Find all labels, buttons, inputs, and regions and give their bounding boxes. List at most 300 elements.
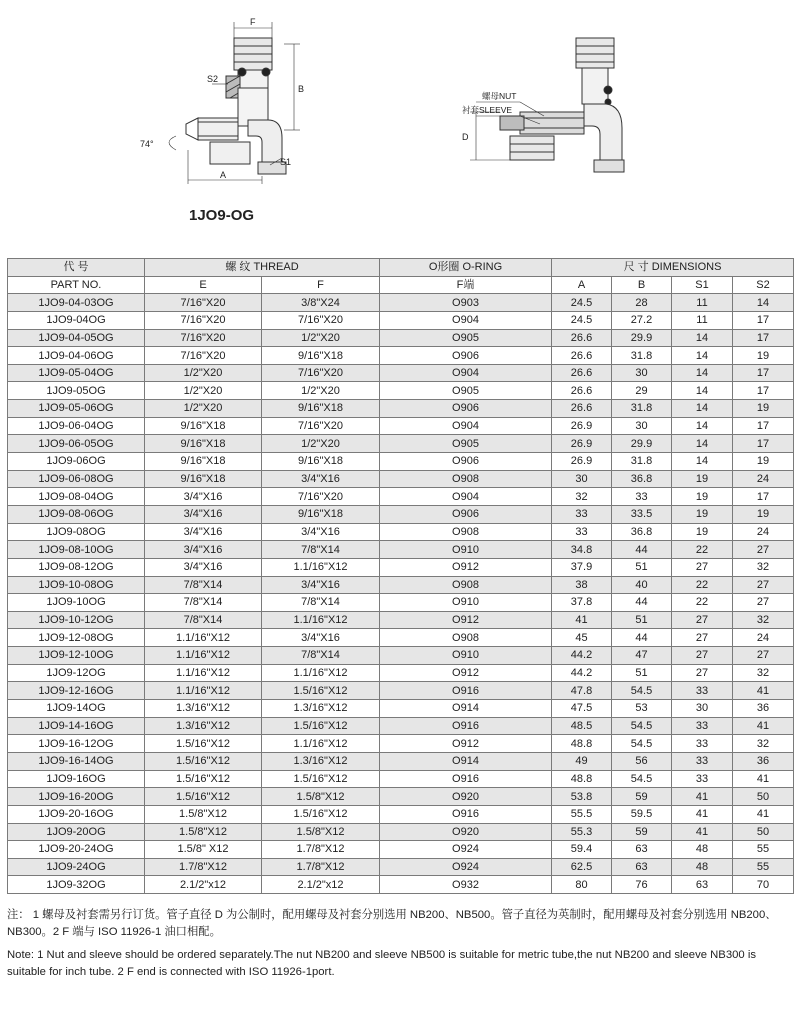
cell-part-no: 1JO9-10-12OG bbox=[8, 611, 145, 629]
cell-A: 26.9 bbox=[552, 417, 612, 435]
cell-B: 30 bbox=[612, 364, 672, 382]
cell-B: 44 bbox=[612, 629, 672, 647]
cell-S1: 41 bbox=[672, 823, 733, 841]
cell-part-no: 1JO9-08-06OG bbox=[8, 505, 145, 523]
cell-A: 26.9 bbox=[552, 453, 612, 471]
table-row bbox=[8, 364, 794, 382]
cell-S2: 41 bbox=[733, 717, 794, 735]
cell-B: 31.8 bbox=[612, 347, 672, 365]
cell-A: 37.8 bbox=[552, 594, 612, 612]
part-title: 1JO9-OG bbox=[189, 207, 255, 224]
cell-S2: 32 bbox=[733, 664, 794, 682]
cell-A: 44.2 bbox=[552, 647, 612, 665]
cell-thread-F: 1.1/16"X12 bbox=[262, 735, 380, 753]
cell-oring: O912 bbox=[380, 664, 552, 682]
table-row bbox=[8, 505, 794, 523]
cell-S2: 41 bbox=[733, 770, 794, 788]
cell-A: 33 bbox=[552, 523, 612, 541]
header-thread: 螺 纹 THREAD bbox=[145, 259, 380, 277]
cell-part-no: 1JO9-12-08OG bbox=[8, 629, 145, 647]
table-row bbox=[8, 682, 794, 700]
table-row bbox=[8, 488, 794, 506]
cell-B: 54.5 bbox=[612, 735, 672, 753]
cell-oring: O910 bbox=[380, 541, 552, 559]
cell-oring: O903 bbox=[380, 294, 552, 312]
table-row bbox=[8, 576, 794, 594]
cell-S2: 19 bbox=[733, 347, 794, 365]
cell-oring: O906 bbox=[380, 347, 552, 365]
cell-thread-E: 7/16"X20 bbox=[145, 294, 262, 312]
cell-B: 51 bbox=[612, 664, 672, 682]
table-row bbox=[8, 647, 794, 665]
label-nut: 螺母NUT bbox=[482, 91, 517, 101]
cell-S1: 19 bbox=[672, 488, 733, 506]
cell-S2: 19 bbox=[733, 505, 794, 523]
table-row bbox=[8, 400, 794, 418]
cell-thread-E: 9/16"X18 bbox=[145, 470, 262, 488]
cell-part-no: 1JO9-06-05OG bbox=[8, 435, 145, 453]
cell-thread-E: 1.1/16"X12 bbox=[145, 664, 262, 682]
cell-thread-E: 1.5/16"X12 bbox=[145, 735, 262, 753]
cell-oring: O914 bbox=[380, 752, 552, 770]
cell-thread-E: 9/16"X18 bbox=[145, 417, 262, 435]
table-row bbox=[8, 788, 794, 806]
cell-thread-E: 7/16"X20 bbox=[145, 329, 262, 347]
cell-thread-F: 3/4"X16 bbox=[262, 629, 380, 647]
cell-thread-E: 1.5/16"X12 bbox=[145, 752, 262, 770]
label-S2: S2 bbox=[207, 74, 219, 84]
cell-B: 44 bbox=[612, 594, 672, 612]
table-row bbox=[8, 876, 794, 894]
cell-S1: 19 bbox=[672, 523, 733, 541]
cell-thread-E: 1.1/16"X12 bbox=[145, 647, 262, 665]
label-S1: S1 bbox=[280, 157, 292, 167]
cell-A: 44.2 bbox=[552, 664, 612, 682]
cell-A: 59.4 bbox=[552, 841, 612, 859]
cell-S1: 14 bbox=[672, 417, 733, 435]
cell-part-no: 1JO9-06-08OG bbox=[8, 470, 145, 488]
cell-part-no: 1JO9-06OG bbox=[8, 453, 145, 471]
note-chinese: 注： 1 螺母及衬套需另行订货。管子直径 D 为公制时，配用螺母及衬套分别选用 NB200、NB500。管子直径为英制时，配用螺母及衬套分别选用 NB200、NB300。2 F 端与 ISO 11926-1 油口相配。 bbox=[7, 909, 777, 938]
cell-thread-F: 1.3/16"X12 bbox=[262, 700, 380, 718]
cell-S1: 14 bbox=[672, 453, 733, 471]
cell-S1: 14 bbox=[672, 364, 733, 382]
cell-S2: 19 bbox=[733, 453, 794, 471]
header-A: A bbox=[552, 276, 612, 294]
cell-S1: 48 bbox=[672, 858, 733, 876]
header-part-no: PART NO. bbox=[8, 276, 145, 294]
cell-S2: 27 bbox=[733, 576, 794, 594]
cell-S2: 36 bbox=[733, 700, 794, 718]
cell-thread-E: 1.7/8"X12 bbox=[145, 858, 262, 876]
cell-oring: O920 bbox=[380, 788, 552, 806]
cell-thread-F: 1.1/16"X12 bbox=[262, 611, 380, 629]
cell-oring: O916 bbox=[380, 805, 552, 823]
cell-S2: 55 bbox=[733, 841, 794, 859]
cell-S2: 32 bbox=[733, 735, 794, 753]
cell-S1: 33 bbox=[672, 735, 733, 753]
cell-thread-F: 1/2"X20 bbox=[262, 382, 380, 400]
cell-B: 47 bbox=[612, 647, 672, 665]
cell-B: 29 bbox=[612, 382, 672, 400]
cell-oring: O904 bbox=[380, 311, 552, 329]
cell-thread-E: 7/8"X14 bbox=[145, 611, 262, 629]
cell-S2: 55 bbox=[733, 858, 794, 876]
cell-thread-E: 1/2"X20 bbox=[145, 400, 262, 418]
cell-thread-F: 1.1/16"X12 bbox=[262, 664, 380, 682]
cell-thread-E: 7/8"X14 bbox=[145, 576, 262, 594]
table-row bbox=[8, 717, 794, 735]
cell-thread-F: 7/16"X20 bbox=[262, 311, 380, 329]
cell-B: 59 bbox=[612, 823, 672, 841]
table-row bbox=[8, 700, 794, 718]
cell-A: 33 bbox=[552, 505, 612, 523]
cell-thread-F: 7/16"X20 bbox=[262, 488, 380, 506]
cell-B: 63 bbox=[612, 858, 672, 876]
cell-part-no: 1JO9-16OG bbox=[8, 770, 145, 788]
cell-thread-F: 1.5/8"X12 bbox=[262, 788, 380, 806]
cell-thread-F: 1/2"X20 bbox=[262, 329, 380, 347]
cell-S1: 33 bbox=[672, 752, 733, 770]
cell-A: 26.6 bbox=[552, 347, 612, 365]
cell-S1: 14 bbox=[672, 347, 733, 365]
cell-oring: O916 bbox=[380, 682, 552, 700]
cell-B: 27.2 bbox=[612, 311, 672, 329]
cell-A: 34.8 bbox=[552, 541, 612, 559]
cell-S2: 17 bbox=[733, 311, 794, 329]
cell-thread-E: 1/2"X20 bbox=[145, 382, 262, 400]
cell-S2: 19 bbox=[733, 400, 794, 418]
table-row bbox=[8, 823, 794, 841]
cell-thread-E: 3/4"X16 bbox=[145, 541, 262, 559]
cell-S1: 19 bbox=[672, 505, 733, 523]
cell-thread-E: 3/4"X16 bbox=[145, 558, 262, 576]
cell-part-no: 1JO9-20OG bbox=[8, 823, 145, 841]
cell-S2: 17 bbox=[733, 364, 794, 382]
table-row bbox=[8, 311, 794, 329]
cell-A: 41 bbox=[552, 611, 612, 629]
cell-S1: 14 bbox=[672, 400, 733, 418]
cell-thread-F: 7/8"X14 bbox=[262, 541, 380, 559]
cell-S1: 27 bbox=[672, 611, 733, 629]
cell-B: 33.5 bbox=[612, 505, 672, 523]
cell-S1: 22 bbox=[672, 594, 733, 612]
cell-B: 31.8 bbox=[612, 400, 672, 418]
cell-S1: 63 bbox=[672, 876, 733, 894]
cell-part-no: 1JO9-12-10OG bbox=[8, 647, 145, 665]
cell-B: 36.8 bbox=[612, 523, 672, 541]
table-row bbox=[8, 611, 794, 629]
table-row bbox=[8, 453, 794, 471]
cell-A: 26.9 bbox=[552, 435, 612, 453]
cell-part-no: 1JO9-12OG bbox=[8, 664, 145, 682]
cell-S1: 14 bbox=[672, 382, 733, 400]
cell-B: 31.8 bbox=[612, 453, 672, 471]
cell-A: 30 bbox=[552, 470, 612, 488]
cell-A: 80 bbox=[552, 876, 612, 894]
cell-part-no: 1JO9-05-04OG bbox=[8, 364, 145, 382]
cell-thread-E: 1.1/16"X12 bbox=[145, 629, 262, 647]
cell-thread-F: 1.5/16"X12 bbox=[262, 805, 380, 823]
cell-S1: 22 bbox=[672, 576, 733, 594]
cell-part-no: 1JO9-14-16OG bbox=[8, 717, 145, 735]
cell-S2: 17 bbox=[733, 417, 794, 435]
cell-S1: 48 bbox=[672, 841, 733, 859]
cell-S1: 33 bbox=[672, 682, 733, 700]
cell-A: 48.5 bbox=[552, 717, 612, 735]
label-F: F bbox=[250, 17, 256, 27]
label-A: A bbox=[220, 170, 227, 180]
cell-S1: 33 bbox=[672, 717, 733, 735]
cell-part-no: 1JO9-20-24OG bbox=[8, 841, 145, 859]
table-header-row-2 bbox=[8, 276, 794, 294]
cell-S2: 17 bbox=[733, 435, 794, 453]
cell-S1: 19 bbox=[672, 470, 733, 488]
header-dimensions: 尺 寸 DIMENSIONS bbox=[552, 259, 794, 277]
cell-A: 55.5 bbox=[552, 805, 612, 823]
cell-S2: 27 bbox=[733, 594, 794, 612]
cell-oring: O920 bbox=[380, 823, 552, 841]
cell-oring: O912 bbox=[380, 735, 552, 753]
cell-thread-E: 3/4"X16 bbox=[145, 505, 262, 523]
cell-S1: 30 bbox=[672, 700, 733, 718]
cell-thread-E: 3/4"X16 bbox=[145, 488, 262, 506]
cell-A: 55.3 bbox=[552, 823, 612, 841]
cell-S1: 41 bbox=[672, 788, 733, 806]
cell-S1: 11 bbox=[672, 294, 733, 312]
cell-part-no: 1JO9-16-14OG bbox=[8, 752, 145, 770]
cell-oring: O916 bbox=[380, 717, 552, 735]
cell-A: 48.8 bbox=[552, 770, 612, 788]
cell-oring: O906 bbox=[380, 453, 552, 471]
cell-thread-E: 1.5/8"X12 bbox=[145, 823, 262, 841]
label-sleeve: 衬套SLEEVE bbox=[462, 105, 513, 115]
table-row bbox=[8, 594, 794, 612]
label-D: D bbox=[462, 132, 469, 142]
cell-oring: O908 bbox=[380, 470, 552, 488]
cell-oring: O905 bbox=[380, 435, 552, 453]
cell-S2: 41 bbox=[733, 805, 794, 823]
cell-part-no: 1JO9-10OG bbox=[8, 594, 145, 612]
table-row bbox=[8, 629, 794, 647]
cell-thread-F: 1/2"X20 bbox=[262, 435, 380, 453]
table-row bbox=[8, 435, 794, 453]
cell-thread-F: 7/8"X14 bbox=[262, 594, 380, 612]
table-row bbox=[8, 417, 794, 435]
cell-part-no: 1JO9-08OG bbox=[8, 523, 145, 541]
cell-thread-F: 9/16"X18 bbox=[262, 453, 380, 471]
cell-S2: 17 bbox=[733, 382, 794, 400]
cell-oring: O914 bbox=[380, 700, 552, 718]
cell-S2: 27 bbox=[733, 647, 794, 665]
cell-oring: O904 bbox=[380, 364, 552, 382]
cell-S1: 27 bbox=[672, 647, 733, 665]
cell-part-no: 1JO9-08-04OG bbox=[8, 488, 145, 506]
cell-oring: O932 bbox=[380, 876, 552, 894]
cell-thread-F: 2.1/2"x12 bbox=[262, 876, 380, 894]
cell-thread-F: 1.1/16"X12 bbox=[262, 558, 380, 576]
cell-A: 24.5 bbox=[552, 311, 612, 329]
cell-A: 24.5 bbox=[552, 294, 612, 312]
cell-S1: 41 bbox=[672, 805, 733, 823]
cell-B: 30 bbox=[612, 417, 672, 435]
cell-thread-F: 9/16"X18 bbox=[262, 400, 380, 418]
header-part-cn: 代 号 bbox=[8, 259, 145, 277]
cell-part-no: 1JO9-06-04OG bbox=[8, 417, 145, 435]
cell-oring: O912 bbox=[380, 611, 552, 629]
table-row bbox=[8, 347, 794, 365]
cell-thread-E: 1.3/16"X12 bbox=[145, 717, 262, 735]
cell-thread-F: 1.7/8"X12 bbox=[262, 841, 380, 859]
cell-oring: O908 bbox=[380, 523, 552, 541]
cell-S1: 27 bbox=[672, 558, 733, 576]
cell-part-no: 1JO9-04-03OG bbox=[8, 294, 145, 312]
cell-oring: O924 bbox=[380, 841, 552, 859]
cell-B: 40 bbox=[612, 576, 672, 594]
table-row bbox=[8, 664, 794, 682]
cell-B: 51 bbox=[612, 558, 672, 576]
header-S2: S2 bbox=[733, 276, 794, 294]
cell-S1: 14 bbox=[672, 435, 733, 453]
cell-A: 45 bbox=[552, 629, 612, 647]
table-row bbox=[8, 329, 794, 347]
cell-oring: O904 bbox=[380, 417, 552, 435]
cell-oring: O906 bbox=[380, 505, 552, 523]
cell-S2: 32 bbox=[733, 611, 794, 629]
cell-A: 32 bbox=[552, 488, 612, 506]
cell-S1: 27 bbox=[672, 664, 733, 682]
cell-S2: 17 bbox=[733, 488, 794, 506]
cell-B: 59.5 bbox=[612, 805, 672, 823]
cell-part-no: 1JO9-04OG bbox=[8, 311, 145, 329]
cell-B: 63 bbox=[612, 841, 672, 859]
cell-part-no: 1JO9-08-10OG bbox=[8, 541, 145, 559]
cell-thread-E: 9/16"X18 bbox=[145, 435, 262, 453]
cell-thread-E: 9/16"X18 bbox=[145, 453, 262, 471]
cell-S2: 17 bbox=[733, 329, 794, 347]
cell-B: 29.9 bbox=[612, 435, 672, 453]
cell-S2: 41 bbox=[733, 682, 794, 700]
cell-B: 28 bbox=[612, 294, 672, 312]
table-row bbox=[8, 382, 794, 400]
table-row bbox=[8, 770, 794, 788]
cell-thread-E: 1.3/16"X12 bbox=[145, 700, 262, 718]
cell-part-no: 1JO9-10-08OG bbox=[8, 576, 145, 594]
header-B: B bbox=[612, 276, 672, 294]
cell-oring: O908 bbox=[380, 629, 552, 647]
cell-thread-F: 1.3/16"X12 bbox=[262, 752, 380, 770]
cell-S1: 14 bbox=[672, 329, 733, 347]
cell-thread-F: 3/4"X16 bbox=[262, 576, 380, 594]
cell-A: 53.8 bbox=[552, 788, 612, 806]
table-row bbox=[8, 752, 794, 770]
cell-thread-E: 1/2"X20 bbox=[145, 364, 262, 382]
cell-thread-F: 1.7/8"X12 bbox=[262, 858, 380, 876]
cell-S1: 11 bbox=[672, 311, 733, 329]
cell-oring: O906 bbox=[380, 400, 552, 418]
technical-drawing bbox=[0, 0, 800, 250]
cell-thread-E: 1.1/16"X12 bbox=[145, 682, 262, 700]
header-F-end: F端 bbox=[380, 276, 552, 294]
cell-part-no: 1JO9-04-05OG bbox=[8, 329, 145, 347]
cell-thread-F: 7/8"X14 bbox=[262, 647, 380, 665]
cell-thread-E: 3/4"X16 bbox=[145, 523, 262, 541]
header-S1: S1 bbox=[672, 276, 733, 294]
cell-B: 59 bbox=[612, 788, 672, 806]
cell-thread-F: 1.5/16"X12 bbox=[262, 770, 380, 788]
cell-A: 47.8 bbox=[552, 682, 612, 700]
cell-part-no: 1JO9-24OG bbox=[8, 858, 145, 876]
cell-B: 51 bbox=[612, 611, 672, 629]
cell-B: 54.5 bbox=[612, 717, 672, 735]
header-oring: O形圈 O-RING bbox=[380, 259, 552, 277]
cell-B: 44 bbox=[612, 541, 672, 559]
cell-oring: O908 bbox=[380, 576, 552, 594]
cell-part-no: 1JO9-05-06OG bbox=[8, 400, 145, 418]
cell-S2: 27 bbox=[733, 541, 794, 559]
cell-thread-F: 9/16"X18 bbox=[262, 347, 380, 365]
cell-thread-F: 9/16"X18 bbox=[262, 505, 380, 523]
cell-A: 26.6 bbox=[552, 364, 612, 382]
header-F: F bbox=[262, 276, 380, 294]
cell-thread-E: 7/16"X20 bbox=[145, 311, 262, 329]
cell-B: 76 bbox=[612, 876, 672, 894]
table-row bbox=[8, 735, 794, 753]
cell-thread-F: 7/16"X20 bbox=[262, 417, 380, 435]
cell-oring: O905 bbox=[380, 329, 552, 347]
cell-oring: O912 bbox=[380, 558, 552, 576]
header-E: E bbox=[145, 276, 262, 294]
table-row bbox=[8, 541, 794, 559]
cell-B: 54.5 bbox=[612, 770, 672, 788]
cell-S2: 24 bbox=[733, 470, 794, 488]
cell-thread-E: 1.5/16"X12 bbox=[145, 770, 262, 788]
cell-thread-E: 7/16"X20 bbox=[145, 347, 262, 365]
cell-thread-F: 3/4"X16 bbox=[262, 470, 380, 488]
cell-A: 37.9 bbox=[552, 558, 612, 576]
cell-S2: 14 bbox=[733, 294, 794, 312]
cell-part-no: 1JO9-12-16OG bbox=[8, 682, 145, 700]
cell-B: 56 bbox=[612, 752, 672, 770]
table-row bbox=[8, 841, 794, 859]
spec-table-body bbox=[8, 294, 794, 894]
cell-thread-E: 1.5/8" X12 bbox=[145, 841, 262, 859]
cell-A: 48.8 bbox=[552, 735, 612, 753]
table-row bbox=[8, 523, 794, 541]
cell-part-no: 1JO9-32OG bbox=[8, 876, 145, 894]
cell-S2: 36 bbox=[733, 752, 794, 770]
cell-part-no: 1JO9-04-06OG bbox=[8, 347, 145, 365]
cell-B: 33 bbox=[612, 488, 672, 506]
cell-oring: O904 bbox=[380, 488, 552, 506]
cell-A: 62.5 bbox=[552, 858, 612, 876]
cell-S2: 50 bbox=[733, 788, 794, 806]
cell-S2: 70 bbox=[733, 876, 794, 894]
table-row bbox=[8, 858, 794, 876]
cell-A: 26.6 bbox=[552, 382, 612, 400]
table-header-row-1 bbox=[8, 259, 794, 277]
cell-A: 26.6 bbox=[552, 329, 612, 347]
table-row bbox=[8, 294, 794, 312]
cell-thread-F: 1.5/16"X12 bbox=[262, 717, 380, 735]
table-row bbox=[8, 558, 794, 576]
cell-A: 49 bbox=[552, 752, 612, 770]
cell-A: 26.6 bbox=[552, 400, 612, 418]
cell-part-no: 1JO9-14OG bbox=[8, 700, 145, 718]
cell-oring: O916 bbox=[380, 770, 552, 788]
cell-oring: O910 bbox=[380, 594, 552, 612]
spec-table bbox=[7, 258, 794, 894]
